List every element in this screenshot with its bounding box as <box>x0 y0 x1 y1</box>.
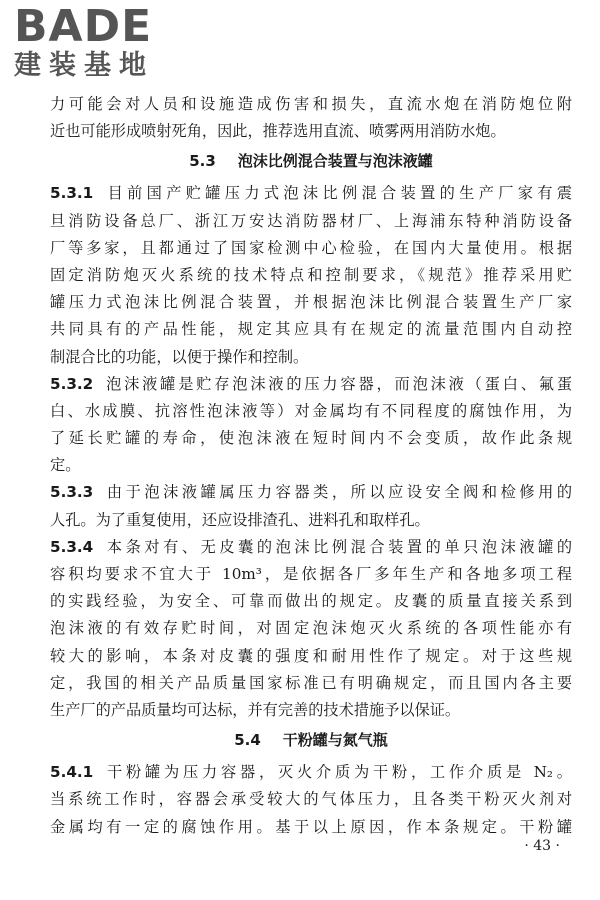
section-title: 泡沫比例混合装置与泡沫液罐 <box>237 152 433 171</box>
text-line: 共同具有的产品性能，规定其应具有在规定的流量范围内自动控 <box>50 320 572 339</box>
section-title: 干粉罐与氮气瓶 <box>282 731 388 750</box>
section-heading <box>50 724 572 759</box>
text-line: 生产厂的产品质量均可达标，并有完善的技术措施予以保证。 <box>50 700 461 719</box>
page-number: · 43 · <box>524 838 560 854</box>
brand-logo <box>14 1 184 82</box>
section-number: 5.4 <box>234 731 261 750</box>
text-line: 干粉罐为压力容器，灭火介质为干粉，工作介质是 N₂。 <box>103 763 572 782</box>
text-line: 人孔。为了重复使用，还应设排渣孔、进料孔和取样孔。 <box>50 510 430 529</box>
text-line: 定。 <box>50 456 81 475</box>
text-line: 罐压力式泡沫比例混合装置，并根据泡沫比例混合装置生产厂家 <box>50 293 572 312</box>
section-number: 5.3 <box>189 152 216 171</box>
text-line: 的实践经验，为安全、可靠而做出的规定。皮囊的质量直接关系到 <box>50 592 572 611</box>
text-line: 定，我国的相关产品质量国家标准已有明确规定，而且国内各主要 <box>50 673 572 692</box>
text-line: 白、水成膜、抗溶性泡沫液等）对金属均有不同程度的腐蚀作用，为 <box>50 401 572 420</box>
text-line: 本条对有、无皮囊的泡沫比例混合装置的单只泡沫液罐的 <box>103 537 572 556</box>
clause-number: 5.4.1 <box>50 763 94 782</box>
text-line: 泡沫液的有效存贮时间，对固定泡沫炮灭火系统的各项性能亦有 <box>50 619 572 638</box>
clause-number: 5.3.3 <box>50 483 94 502</box>
text-line: 力可能会对人员和设施造成伤害和损失，直流水炮在消防炮位附 <box>50 95 572 113</box>
text-line: 容积均要求不宜大于 10m³，是依据各厂多年生产和各地多项工程 <box>50 565 572 583</box>
clause-number: 5.3.2 <box>50 374 94 393</box>
clause-first-line <box>50 180 572 207</box>
text-line: 制混合比的功能，以便于操作和控制。 <box>50 347 309 366</box>
text-line: 由于泡沫液罐属压力容器类，所以应设安全阀和检修用的 <box>103 483 572 502</box>
clause-first-line <box>50 371 572 398</box>
clause-first-line <box>50 759 572 786</box>
text-line: 当系统工作时，容器会承受较大的气体压力，且各类干粉灭火剂对 <box>50 790 572 809</box>
clause-number: 5.3.4 <box>50 537 94 556</box>
text-line: 目前国产贮罐压力式泡沫比例混合装置的生产厂家有震 <box>103 184 572 203</box>
clause-first-line <box>50 479 572 506</box>
text-line: 了延长贮罐的寿命，使泡沫液在短时间内不会变质，故作此条规 <box>50 429 572 448</box>
clause-number: 5.3.1 <box>50 184 94 203</box>
clause-first-line <box>50 534 572 561</box>
text-line: 金属均有一定的腐蚀作用。基于以上原因，作本条规定。干粉罐 <box>50 817 572 836</box>
logo-brand-text: BADE <box>14 1 153 52</box>
text-line: 近也可能形成喷射死角，因此，推荐选用直流、喷雾两用消防水炮。 <box>50 122 506 141</box>
logo-subtitle: 建装基地 <box>14 50 154 81</box>
text-line: 较大的影响，本条对皮囊的强度和耐用性作了规定。对于这些规 <box>50 646 572 665</box>
text-line: 固定消防炮灭火系统的技术特点和控制要求，《规范》推荐采用贮 <box>50 265 572 284</box>
text-line: 泡沫液罐是贮存泡沫液的压力容器，而泡沫液（蛋白、氟蛋 <box>103 374 572 393</box>
document-body <box>50 91 572 841</box>
text-line: 旦消防设备总厂、浙江万安达消防器材厂、上海浦东特种消防设备 <box>50 211 572 230</box>
text-line: 厂等多家，且都通过了国家检测中心检验，在国内大量使用。根据 <box>50 238 572 257</box>
section-heading <box>50 145 572 180</box>
